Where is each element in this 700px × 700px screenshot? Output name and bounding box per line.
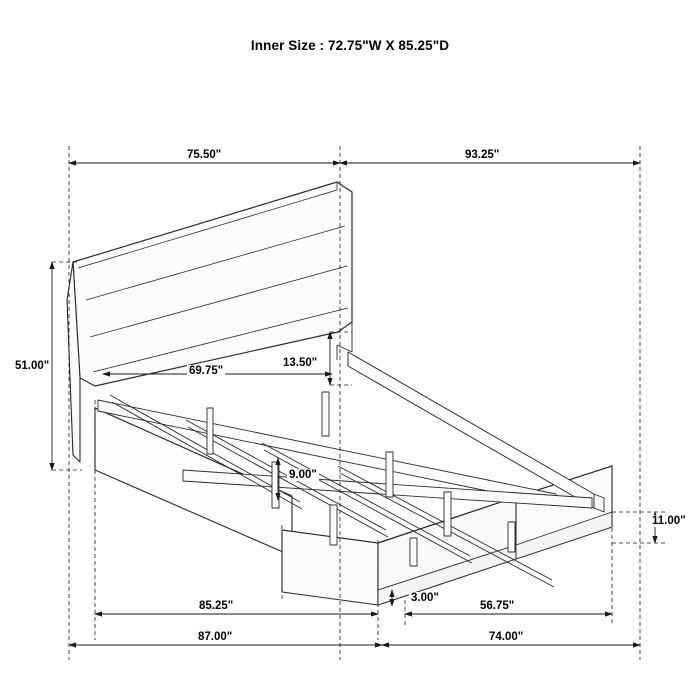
page-title: Inner Size : 72.75"W X 85.25"D [250,38,450,53]
dim-label-left-height: 51.00" [15,360,50,372]
dim-label-bottom-right-upper: 56.75" [480,600,515,612]
dim-label-slat-height: 9.00" [289,469,317,481]
dim-label-bottom-left-lower: 87.00" [198,631,233,643]
dim-label-right-height: 11.00" [652,515,686,527]
dim-label-headboard-width: 69.75" [189,365,224,377]
dim-label-bottom-right-lower: 74.00" [489,631,524,643]
headboard [73,182,352,386]
dim-label-top-right: 93.25" [465,149,500,161]
dim-label-top-left: 75.50" [187,149,222,161]
dim-label-bottom-left-upper: 85.25" [199,600,234,612]
dim-label-foot-clearance: 3.00" [411,592,439,604]
bed-illustration [67,182,612,605]
dim-label-rail-height: 13.50" [283,357,318,369]
